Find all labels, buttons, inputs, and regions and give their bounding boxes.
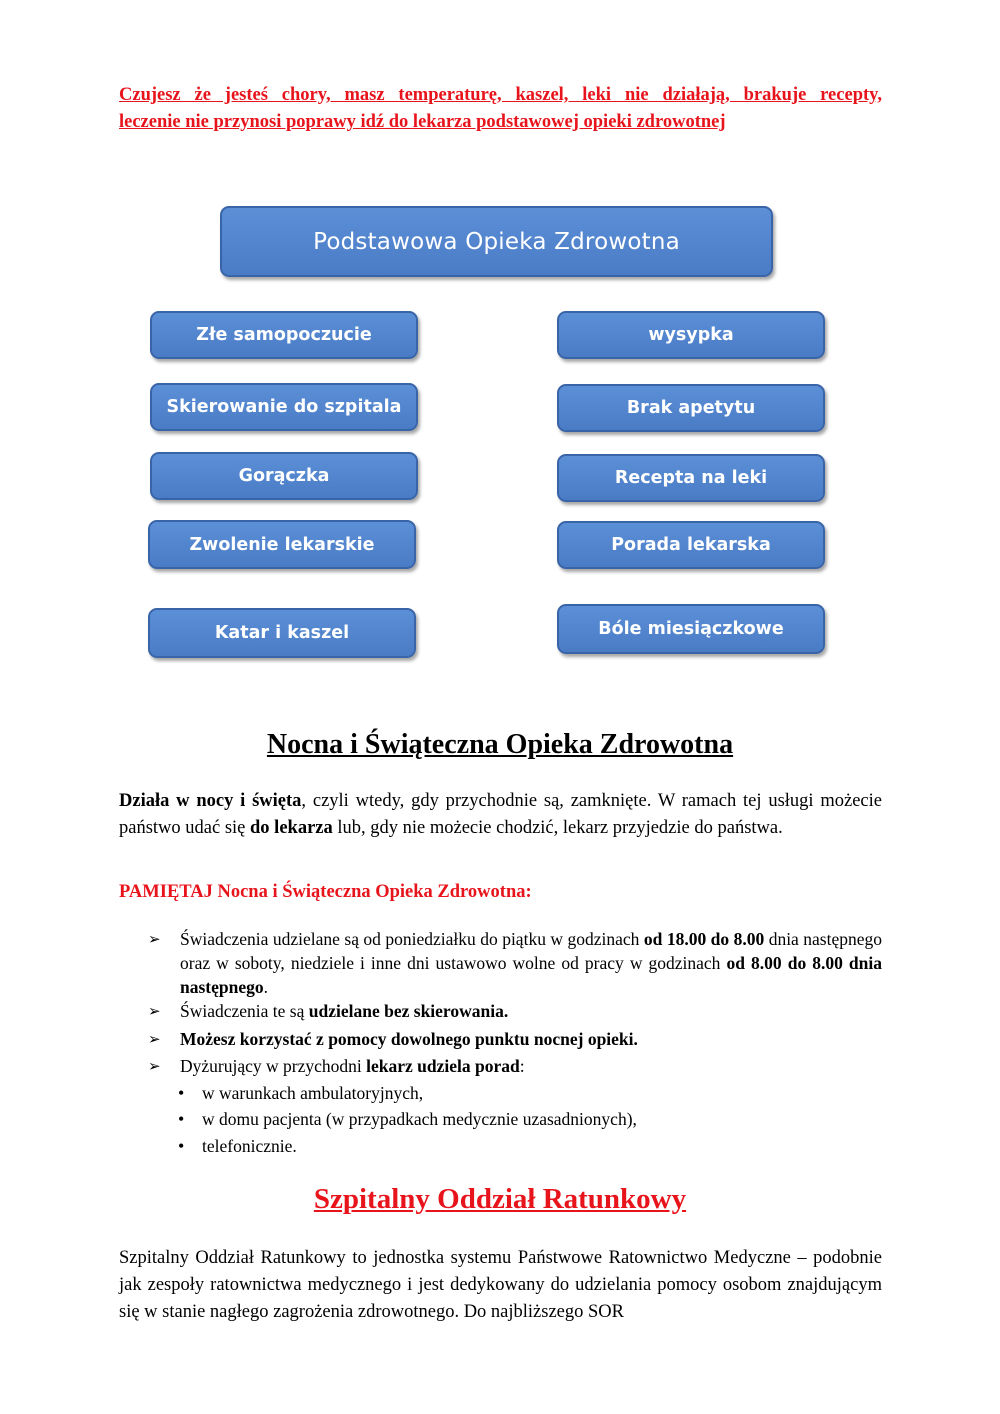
poz-title-box: Podstawowa Opieka Zdrowotna — [220, 206, 773, 277]
right-box-4: Porada lekarska — [557, 521, 825, 569]
nocna-heading: Nocna i Świąteczna Opieka Zdrowotna — [266, 729, 734, 760]
left-box-5: Katar i kaszel — [148, 608, 416, 658]
bullet-doctor-advice — [148, 1054, 882, 1078]
dot-bullet-icon: • — [178, 1136, 185, 1156]
bullet-doctor-text: Dyżurujący w przychodni — [180, 1056, 367, 1076]
right-box-1: wysypka — [557, 311, 825, 359]
left-box-1: Złe samopoczucie — [150, 311, 418, 359]
left-box-2: Skierowanie do szpitala — [150, 383, 418, 431]
arrow-bullet-icon: ➢ — [148, 1057, 161, 1075]
right-box-2: Brak apetytu — [557, 384, 825, 432]
bullet-any-point-bold: Możesz korzystać z pomocy dowolnego punktu nocnej opieki. — [180, 1029, 638, 1049]
sub-bullet-text: w domu pacjenta (w przypadkach medycznie uzasadnionych), — [202, 1109, 637, 1129]
bullet-no-referral-text: Świadczenia te są — [180, 1001, 309, 1021]
sub-bullet-text: telefonicznie. — [202, 1136, 297, 1156]
left-box-4: Zwolenie lekarskie — [148, 520, 416, 569]
bullet-hours-end: . — [263, 977, 268, 997]
nocna-text-1: , czyli wtedy, gdy przychodnie są, zamknięte. W ramach tej usługi możecie państwo udać się — [119, 791, 882, 838]
nocna-paragraph — [119, 788, 882, 842]
intro-line-1: Czujesz że jesteś chory, masz temperaturę, kaszel, leki nie działają, brakuje recepty, — [119, 85, 882, 105]
pamietaj-warning: PAMIĘTAJ Nocna i Świąteczna Opieka Zdrowotna: — [119, 882, 532, 902]
sub-bullet-1 — [178, 1081, 423, 1105]
sub-bullet-text: w warunkach ambulatoryjnych, — [202, 1083, 424, 1103]
bullet-any-point — [148, 1027, 882, 1051]
dot-bullet-icon: • — [178, 1083, 185, 1103]
bullet-no-referral-bold: udzielane bez skierowania. — [308, 1001, 509, 1021]
left-box-3: Gorączka — [150, 452, 418, 500]
arrow-bullet-icon: ➢ — [148, 930, 161, 948]
bullet-doctor-bold: lekarz udziela porad — [366, 1056, 520, 1076]
bullet-hours — [148, 927, 882, 999]
nocna-text-2: lub, gdy nie możecie chodzić, lekarz przyjedzie do państwa. — [332, 818, 783, 838]
arrow-bullet-icon: ➢ — [148, 1030, 161, 1048]
right-box-3: Recepta na leki — [557, 454, 825, 502]
intro-line-2: leczenie nie przynosi poprawy idź do lekarza podstawowej opieki zdrowotnej — [119, 112, 726, 132]
intro-warning — [119, 82, 882, 136]
bullet-doctor-end: : — [519, 1056, 525, 1076]
bullet-hours-text-2: dnia następnego oraz w soboty, niedziele i inne dni ustawowo wolne od pracy w godzinach — [180, 929, 883, 973]
bullet-hours-bold-1: od 18.00 do 8.00 — [643, 929, 765, 949]
right-box-5: Bóle miesiączkowe — [557, 604, 825, 654]
bullet-no-referral — [148, 999, 882, 1023]
sub-bullet-2 — [178, 1107, 637, 1131]
sor-heading: Szpitalny Oddział Ratunkowy — [313, 1183, 687, 1215]
arrow-bullet-icon: ➢ — [148, 1002, 161, 1020]
sor-paragraph: Szpitalny Oddział Ratunkowy to jednostka systemu Państwowe Ratownictwo Medyczne – podobnie jak zespoły ratownictwa medycznego i jest dedykowany do udzielania pomocy osobom znajdującym się w stanie nagłego zagrożenia zdrowotnego. Do najbliższego SOR — [119, 1248, 882, 1322]
sub-bullet-3 — [178, 1134, 297, 1158]
dot-bullet-icon: • — [178, 1109, 185, 1129]
bullet-hours-text-1: Świadczenia udzielane są od poniedziałku do piątku w godzinach — [180, 929, 644, 949]
nocna-bold-2: do lekarza — [250, 818, 333, 838]
bullet-hours-bold-2: od 8.00 do 8.00 dnia następnego — [180, 953, 882, 997]
nocna-bold-1: Działa w nocy i święta — [119, 791, 302, 811]
